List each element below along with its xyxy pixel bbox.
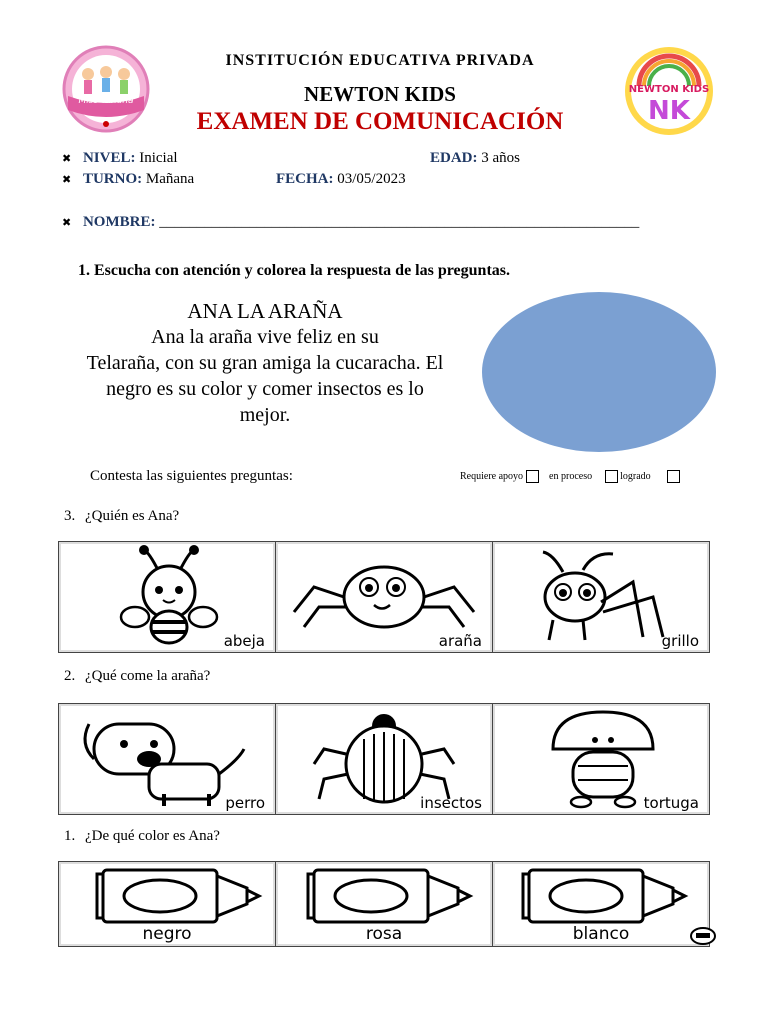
option-arana[interactable] [276, 542, 493, 652]
instruction-text: 1. Escucha con atención y colorea la respuesta de las preguntas. [78, 262, 511, 279]
question-number: 2. [64, 668, 76, 684]
question-number: 1. [64, 828, 76, 844]
fecha-line [276, 171, 406, 188]
option-label: perro [225, 794, 265, 812]
eval-label-proceso: en proceso [549, 470, 593, 482]
edad-value: 3 años [481, 150, 520, 166]
option-label: abeja [223, 632, 265, 650]
crayon-icon [513, 866, 693, 926]
eval-checkbox-apoyo[interactable] [526, 470, 539, 483]
nivel-value: Inicial [139, 150, 178, 166]
story-line: mejor. [239, 404, 291, 426]
option-grillo[interactable] [493, 542, 709, 652]
school-name: NEWTON KIDS [304, 82, 456, 106]
option-rosa[interactable] [276, 862, 493, 946]
option-label: araña [438, 632, 482, 650]
story-title: ANA LA ARAÑA [187, 299, 343, 323]
question-number: 3. [64, 508, 76, 524]
newton-kids-logo-text: NEWTON KIDS [628, 84, 710, 95]
story-line: negro es su color y comer insectos es lo [106, 378, 424, 400]
bullet-icon: ✖ [62, 174, 72, 186]
option-label: grillo [661, 632, 699, 650]
option-label: insectos [420, 794, 482, 812]
option-label: tortuga [643, 794, 699, 812]
option-label: rosa [365, 924, 403, 944]
question-text: ¿Qué come la araña? [85, 668, 211, 684]
crayon-icon [298, 866, 478, 926]
evaluation-options [460, 470, 680, 483]
bullet-icon: ✖ [62, 217, 72, 229]
nivel-line [62, 150, 178, 167]
turno-label: TURNO: [82, 171, 143, 187]
question-color [64, 828, 220, 845]
option-tortuga[interactable] [493, 704, 709, 814]
fecha-value: 03/05/2023 [337, 171, 406, 187]
option-blanco[interactable] [493, 862, 709, 946]
question-text: ¿Quién es Ana? [85, 508, 180, 524]
turno-line [62, 171, 194, 188]
edad-line [430, 150, 520, 167]
nivel-label: NIVEL: [82, 150, 136, 166]
story-block [50, 298, 480, 428]
fecha-label: FECHA: [276, 171, 334, 187]
question-quien-es-ana [64, 508, 179, 525]
story-line: Ana la araña vive feliz en su [151, 326, 379, 348]
option-insectos[interactable] [276, 704, 493, 814]
stamp-icon [690, 926, 716, 946]
bee-icon [89, 542, 239, 650]
bullet-icon: ✖ [62, 153, 72, 165]
story-line: Telaraña, con su gran amiga la cucaracha. El [86, 352, 444, 374]
question-text: ¿De qué color es Ana? [85, 828, 220, 844]
exam-title: EXAMEN DE COMUNICACIÓN [196, 108, 564, 135]
turno-value: Mañana [145, 171, 195, 187]
eval-checkbox-proceso[interactable] [605, 470, 618, 483]
answer-row-colors [58, 861, 710, 947]
nombre-line [62, 214, 639, 231]
eval-checkbox-logrado[interactable] [667, 470, 680, 483]
eval-label-apoyo: Requiere apoyo [460, 470, 524, 482]
answer-row-animals [58, 541, 710, 653]
option-negro[interactable] [59, 862, 276, 946]
nombre-label: NOMBRE: [82, 214, 156, 230]
option-label: blanco [572, 924, 630, 944]
edad-label: EDAD: [430, 150, 478, 166]
option-perro[interactable] [59, 704, 276, 814]
nombre-field[interactable]: ________________________________________________________________ [159, 214, 640, 230]
answer-row-food [58, 703, 710, 815]
institution-title: INSTITUCIÓN EDUCATIVA PRIVADA [225, 52, 535, 69]
option-abeja[interactable] [59, 542, 276, 652]
miss-logo-text: Miss Tañaña [78, 96, 134, 106]
eval-label-logrado: logrado [620, 470, 651, 482]
answer-prompt: Contesta las siguientes preguntas: [90, 468, 293, 484]
question-que-come [64, 668, 210, 685]
option-label: negro [142, 924, 192, 944]
crayon-icon [87, 866, 267, 926]
drawing-oval [482, 292, 716, 452]
newton-kids-logo-initials: NK [648, 96, 690, 126]
